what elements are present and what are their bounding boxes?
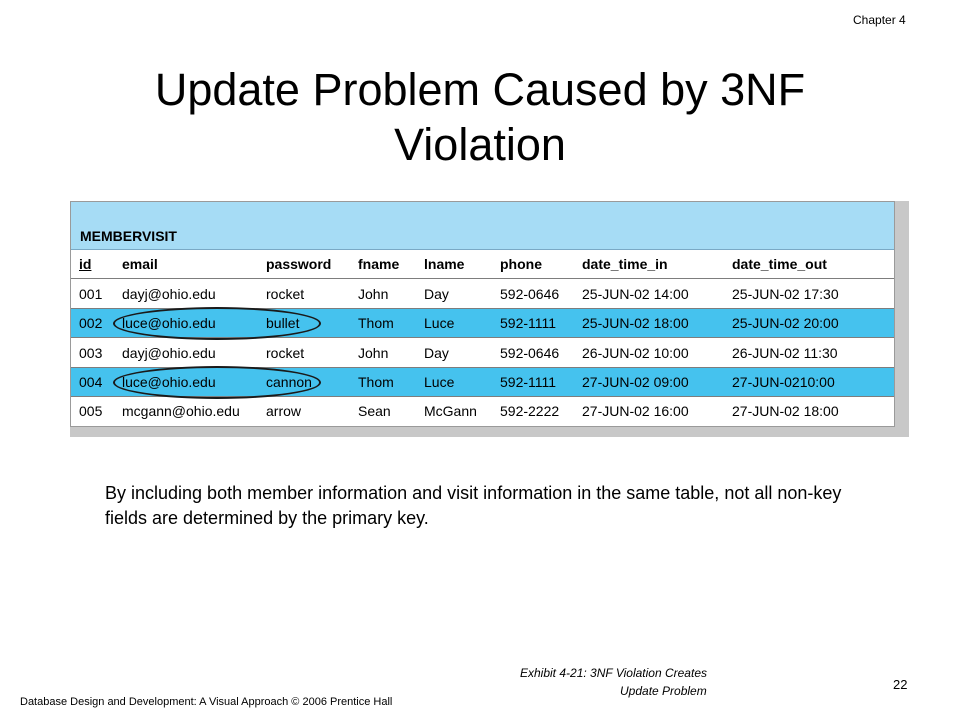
membervisit-exhibit [70,201,910,437]
exhibit-caption-line-1: Exhibit 4-21: 3NF Violation Creates [520,666,707,680]
table-cell: 001 [79,286,103,302]
table-cell: 005 [79,403,103,419]
exhibit-panel [70,201,895,427]
exhibit-shadow-right [895,201,909,437]
table-cell: Thom [358,374,394,390]
column-header: email [122,256,158,272]
table-cell: rocket [266,345,305,361]
column-header: phone [500,256,542,272]
column-header: password [266,256,332,272]
table-header-band [71,202,894,250]
table-cell: 592-0646 [500,345,560,361]
table-cell: Luce [424,374,455,390]
exhibit-caption [520,664,785,700]
table-cell: 27-JUN-02 09:00 [582,374,689,390]
exhibit-shadow-bottom [70,427,909,437]
table-cell: 26-JUN-02 11:30 [732,345,838,361]
slide-title [60,62,900,172]
table-cell: 004 [79,374,103,390]
table-cell: Thom [358,315,394,331]
table-cell: John [358,345,389,361]
table-cell: 26-JUN-02 10:00 [582,345,689,361]
table-cell: Day [424,345,449,361]
table-cell: luce@ohio.edu [122,315,216,331]
highlight-oval [113,307,321,340]
table-cell: Sean [358,403,391,419]
table-row [71,280,894,309]
column-header: id [79,256,92,272]
explanation-text: By including both member information and visit information in the same table, not all non-key fields are determined by the primary key. [105,483,842,528]
column-header: date_time_in [582,256,668,272]
table-cell: 25-JUN-02 20:00 [732,315,839,331]
page-number: 22 [893,677,908,692]
table-cell: 25-JUN-02 17:30 [732,286,839,302]
table-cell: bullet [266,315,300,331]
table-cell: 003 [79,345,103,361]
table-cell: arrow [266,403,302,419]
table-name: MEMBERVISIT [80,228,177,244]
column-header: fname [358,256,400,272]
table-cell: luce@ohio.edu [122,374,216,390]
table-row [71,309,894,338]
table-cell: 25-JUN-02 18:00 [582,315,689,331]
table-cell: dayj@ohio.edu [122,286,216,302]
table-cell: Luce [424,315,455,331]
table-cell: 27-JUN-02 16:00 [582,403,689,419]
table-cell: Day [424,286,449,302]
table-row [71,339,894,368]
table-cell: 592-1111 [500,315,557,331]
highlight-oval [113,366,321,399]
footer-text: Database Design and Development: A Visual Approach © 2006 Prentice Hall [20,696,393,708]
table-cell: cannon [266,374,312,390]
table-cell: dayj@ohio.edu [122,345,216,361]
table-header-row [71,250,894,279]
exhibit-caption-line-2: Update Problem [620,684,707,698]
chapter-label: Chapter 4 [853,13,906,27]
table-cell: mcgann@ohio.edu [122,403,240,419]
table-row [71,397,894,426]
table-cell: 592-1111 [500,374,557,390]
table-cell: 27-JUN-02 18:00 [732,403,839,419]
table-cell: McGann [424,403,477,419]
table-row [71,368,894,397]
table-cell: 002 [79,315,103,331]
table-cell: John [358,286,389,302]
table-cell: 27-JUN-0210:00 [732,374,835,390]
table-cell: 592-2222 [500,403,560,419]
slide-title-line-2: Violation [394,119,566,170]
table-cell: 592-0646 [500,286,560,302]
table-cell: rocket [266,286,305,302]
column-header: date_time_out [732,256,827,272]
slide-title-line-1: Update Problem Caused by 3NF [154,64,806,115]
column-header: lname [424,256,465,272]
table-cell: 25-JUN-02 14:00 [582,286,689,302]
